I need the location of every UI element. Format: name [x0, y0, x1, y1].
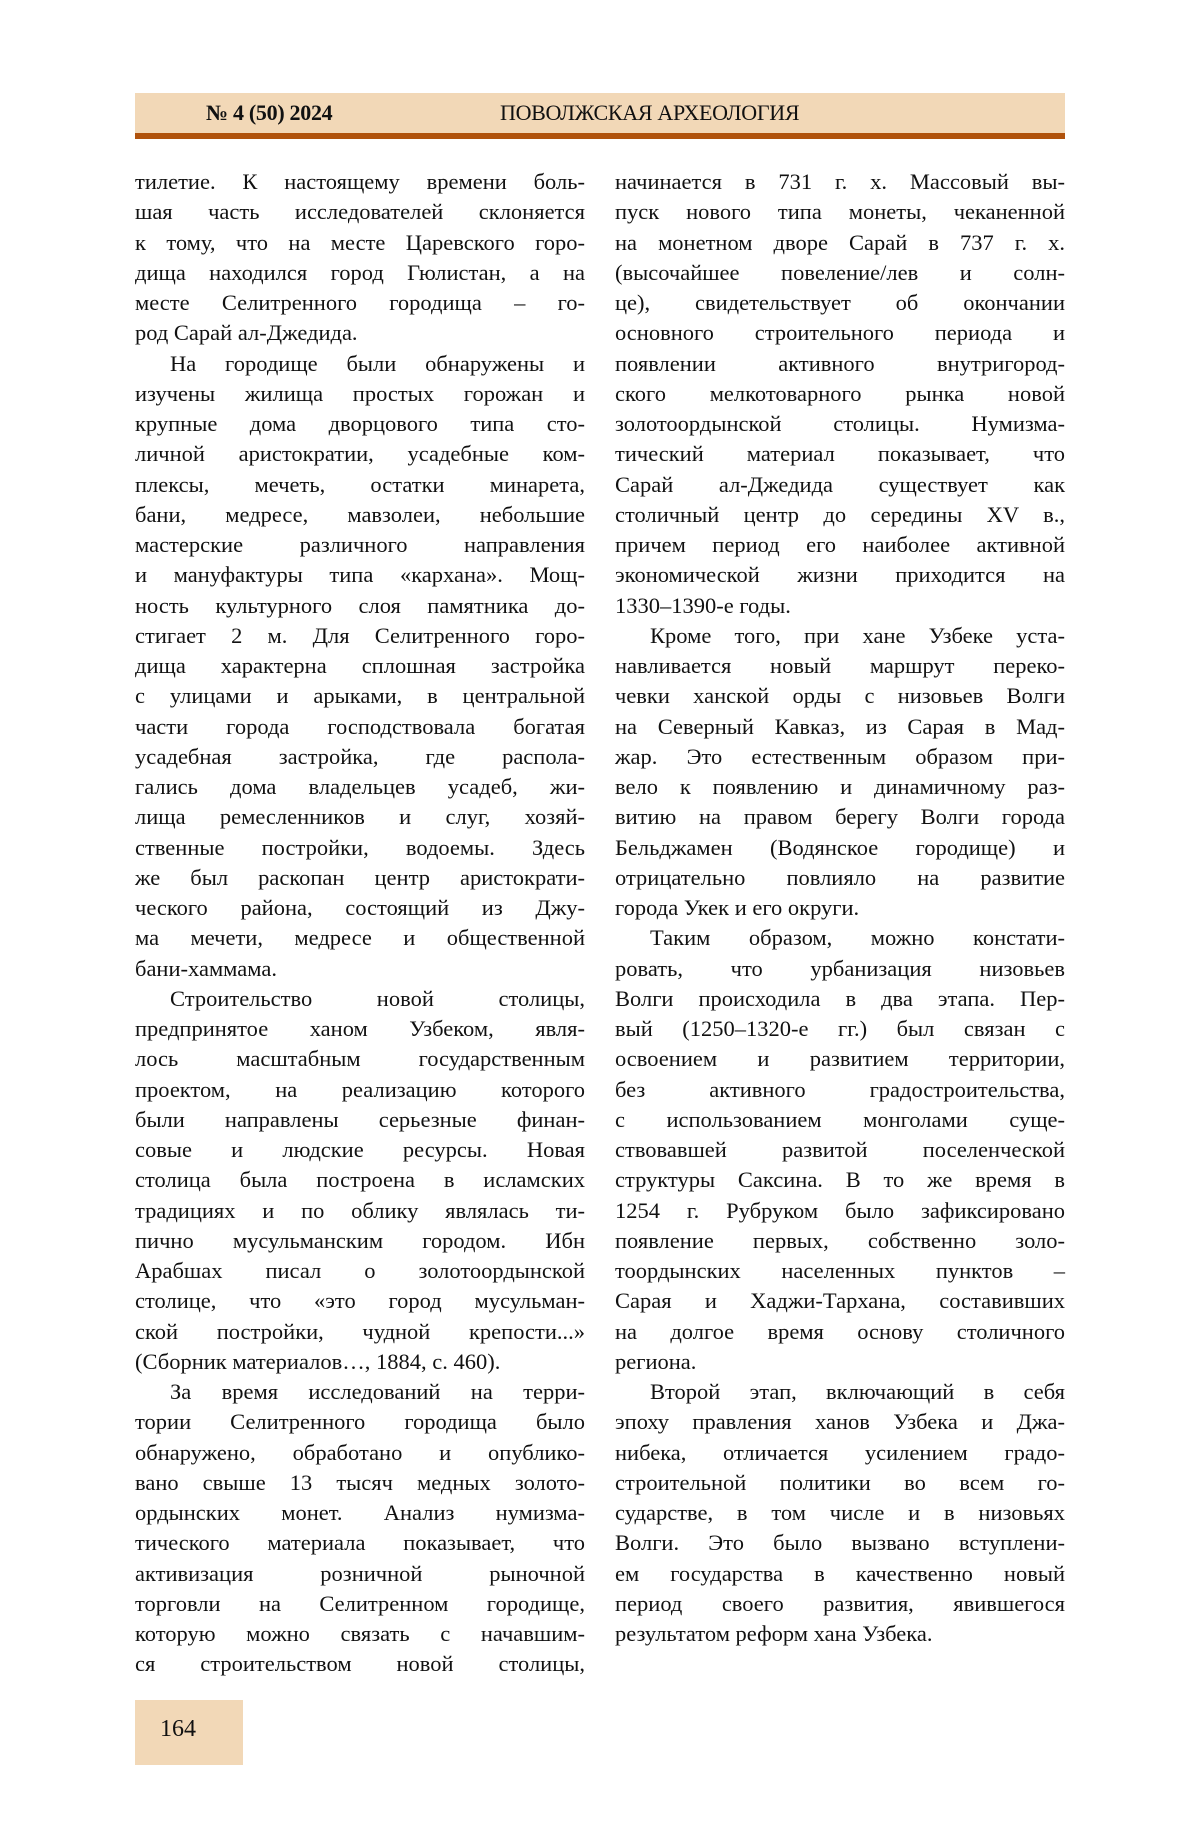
text-line: Строительство новой столицы,	[135, 984, 585, 1014]
text-line: тический материал показывает, что	[615, 439, 1065, 469]
text-line: торговли на Селитренном городище,	[135, 1589, 585, 1619]
text-line: витию на правом берегу Волги города	[615, 802, 1065, 832]
text-line: стигает 2 м. Для Селитренного горо-	[135, 621, 585, 651]
text-column-right	[615, 167, 1065, 1649]
text-line: же был раскопан центр аристократи-	[135, 863, 585, 893]
text-line: крупные дома дворцового типа сто-	[135, 409, 585, 439]
text-line: появление первых, собственно золо-	[615, 1226, 1065, 1256]
text-line: эпоху правления ханов Узбека и Джа-	[615, 1407, 1065, 1437]
text-line: тоордынских населенных пунктов –	[615, 1256, 1065, 1286]
text-line: 1330–1390-е годы.	[615, 591, 1065, 621]
text-line: экономической жизни приходится на	[615, 560, 1065, 590]
text-line: Сарай ал-Джедида существует как	[615, 470, 1065, 500]
text-line: были направлены серьезные финан-	[135, 1105, 585, 1135]
text-line: ской постройки, чудной крепости...»	[135, 1317, 585, 1347]
text-line: сударстве, в том числе и в низовьях	[615, 1498, 1065, 1528]
paragraph	[135, 984, 585, 1377]
text-line: ся строительством новой столицы,	[135, 1649, 585, 1679]
text-line: Арабшах писал о золотоордынской	[135, 1256, 585, 1286]
text-line: на Северный Кавказ, из Сарая в Мад-	[615, 712, 1065, 742]
text-line: пично мусульманским городом. Ибн	[135, 1226, 585, 1256]
paragraph	[615, 167, 1065, 621]
header-rule	[135, 133, 1065, 139]
text-line: обнаружено, обработано и опублико-	[135, 1438, 585, 1468]
text-line: ордынских монет. Анализ нумизма-	[135, 1498, 585, 1528]
text-line: причем период его наиболее активной	[615, 530, 1065, 560]
text-line: строительной политики во всем го-	[615, 1468, 1065, 1498]
issue-number: № 4 (50) 2024	[206, 100, 332, 126]
text-line: мастерские различного направления	[135, 530, 585, 560]
journal-title: ПОВОЛЖСКАЯ АРХЕОЛОГИЯ	[500, 100, 799, 126]
text-line: вано свыше 13 тысяч медных золото-	[135, 1468, 585, 1498]
text-line: тического материала показывает, что	[135, 1528, 585, 1558]
text-line: ем государства в качественно новый	[615, 1559, 1065, 1589]
text-line: (Сборник материалов…, 1884, с. 460).	[135, 1347, 585, 1377]
text-line: 1254 г. Рубруком было зафиксировано	[615, 1196, 1065, 1226]
text-line: За время исследований на терри-	[135, 1377, 585, 1407]
text-line: региона.	[615, 1347, 1065, 1377]
text-line: с использованием монголами суще-	[615, 1105, 1065, 1135]
text-line: и мануфактуры типа «кархана». Мощ-	[135, 560, 585, 590]
text-line: предпринятое ханом Узбеком, явля-	[135, 1014, 585, 1044]
text-line: результатом реформ хана Узбека.	[615, 1619, 1065, 1649]
text-line: Бельджамен (Водянское городище) и	[615, 833, 1065, 863]
text-line: род Сарай ал-Джедида.	[135, 318, 585, 348]
text-line: начинается в 731 г. х. Массовый вы-	[615, 167, 1065, 197]
text-line: города Укек и его округи.	[615, 893, 1065, 923]
text-line: бани, медресе, мавзолеи, небольшие	[135, 500, 585, 530]
text-line: ровать, что урбанизация низовьев	[615, 954, 1065, 984]
text-line: столица была построена в исламских	[135, 1165, 585, 1195]
text-line: на долгое время основу столичного	[615, 1317, 1065, 1347]
paragraph	[135, 1377, 585, 1680]
text-line: к тому, что на месте Царевского горо-	[135, 228, 585, 258]
text-line: чевки ханской орды с низовьев Волги	[615, 681, 1065, 711]
text-line: ственные постройки, водоемы. Здесь	[135, 833, 585, 863]
text-line: На городище были обнаружены и	[135, 349, 585, 379]
paragraph	[615, 621, 1065, 924]
text-line: лось масштабным государственным	[135, 1044, 585, 1074]
text-line: ность культурного слоя памятника до-	[135, 591, 585, 621]
text-line: усадебная застройка, где распола-	[135, 742, 585, 772]
text-line: жар. Это естественным образом при-	[615, 742, 1065, 772]
paragraph	[135, 167, 585, 349]
text-line: появлении активного внутригород-	[615, 349, 1065, 379]
text-line: навливается новый маршрут переко-	[615, 651, 1065, 681]
text-line: Волги происходила в два этапа. Пер-	[615, 984, 1065, 1014]
text-line: проектом, на реализацию которого	[135, 1075, 585, 1105]
text-line: Кроме того, при хане Узбеке уста-	[615, 621, 1065, 651]
text-line: которую можно связать с начавшим-	[135, 1619, 585, 1649]
text-line: изучены жилища простых горожан и	[135, 379, 585, 409]
page-number: 164	[160, 1716, 196, 1743]
paragraph	[615, 1377, 1065, 1649]
text-line: плексы, мечеть, остатки минарета,	[135, 470, 585, 500]
text-line: гались дома владельцев усадеб, жи-	[135, 772, 585, 802]
text-line: тории Селитренного городища было	[135, 1407, 585, 1437]
text-line: части города господствовала богатая	[135, 712, 585, 742]
text-line: нибека, отличается усилением градо-	[615, 1438, 1065, 1468]
text-line: основного строительного периода и	[615, 318, 1065, 348]
text-line: активизация розничной рыночной	[135, 1559, 585, 1589]
paragraph	[615, 923, 1065, 1377]
text-line: ского мелкотоварного рынка новой	[615, 379, 1065, 409]
text-line: це), свидетельствует об окончании	[615, 288, 1065, 318]
text-line: освоением и развитием территории,	[615, 1044, 1065, 1074]
text-line: отрицательно повлияло на развитие	[615, 863, 1065, 893]
text-line: Таким образом, можно констати-	[615, 923, 1065, 953]
text-line: Второй этап, включающий в себя	[615, 1377, 1065, 1407]
text-line: тилетие. К настоящему времени боль-	[135, 167, 585, 197]
text-line: структуры Саксина. В то же время в	[615, 1165, 1065, 1195]
text-line: столичный центр до середины XV в.,	[615, 500, 1065, 530]
text-line: дища характерна сплошная застройка	[135, 651, 585, 681]
text-line: на монетном дворе Сарай в 737 г. х.	[615, 228, 1065, 258]
text-line: лища ремесленников и слуг, хозяй-	[135, 802, 585, 832]
text-line: Волги. Это было вызвано вступлени-	[615, 1528, 1065, 1558]
text-line: бани-хаммама.	[135, 954, 585, 984]
text-column-left	[135, 167, 585, 1680]
text-line: вый (1250–1320-е гг.) был связан с	[615, 1014, 1065, 1044]
text-line: ствовавшей развитой поселенческой	[615, 1135, 1065, 1165]
text-line: личной аристократии, усадебные ком-	[135, 439, 585, 469]
text-line: пуск нового типа монеты, чеканенной	[615, 197, 1065, 227]
text-line: Сарая и Хаджи-Тархана, составивших	[615, 1286, 1065, 1316]
text-line: месте Селитренного городища – го-	[135, 288, 585, 318]
text-line: вело к появлению и динамичному раз-	[615, 772, 1065, 802]
paragraph	[135, 349, 585, 984]
text-line: совые и людские ресурсы. Новая	[135, 1135, 585, 1165]
text-line: столице, что «это город мусульман-	[135, 1286, 585, 1316]
text-line: с улицами и арыками, в центральной	[135, 681, 585, 711]
text-line: традициях и по облику являлась ти-	[135, 1196, 585, 1226]
text-line: ческого района, состоящий из Джу-	[135, 893, 585, 923]
text-line: шая часть исследователей склоняется	[135, 197, 585, 227]
text-line: период своего развития, явившегося	[615, 1589, 1065, 1619]
text-line: золотоордынской столицы. Нумизма-	[615, 409, 1065, 439]
text-line: (высочайшее повеление/лев и солн-	[615, 258, 1065, 288]
text-line: дища находился город Гюлистан, а на	[135, 258, 585, 288]
text-line: ма мечети, медресе и общественной	[135, 923, 585, 953]
text-line: без активного градостроительства,	[615, 1075, 1065, 1105]
